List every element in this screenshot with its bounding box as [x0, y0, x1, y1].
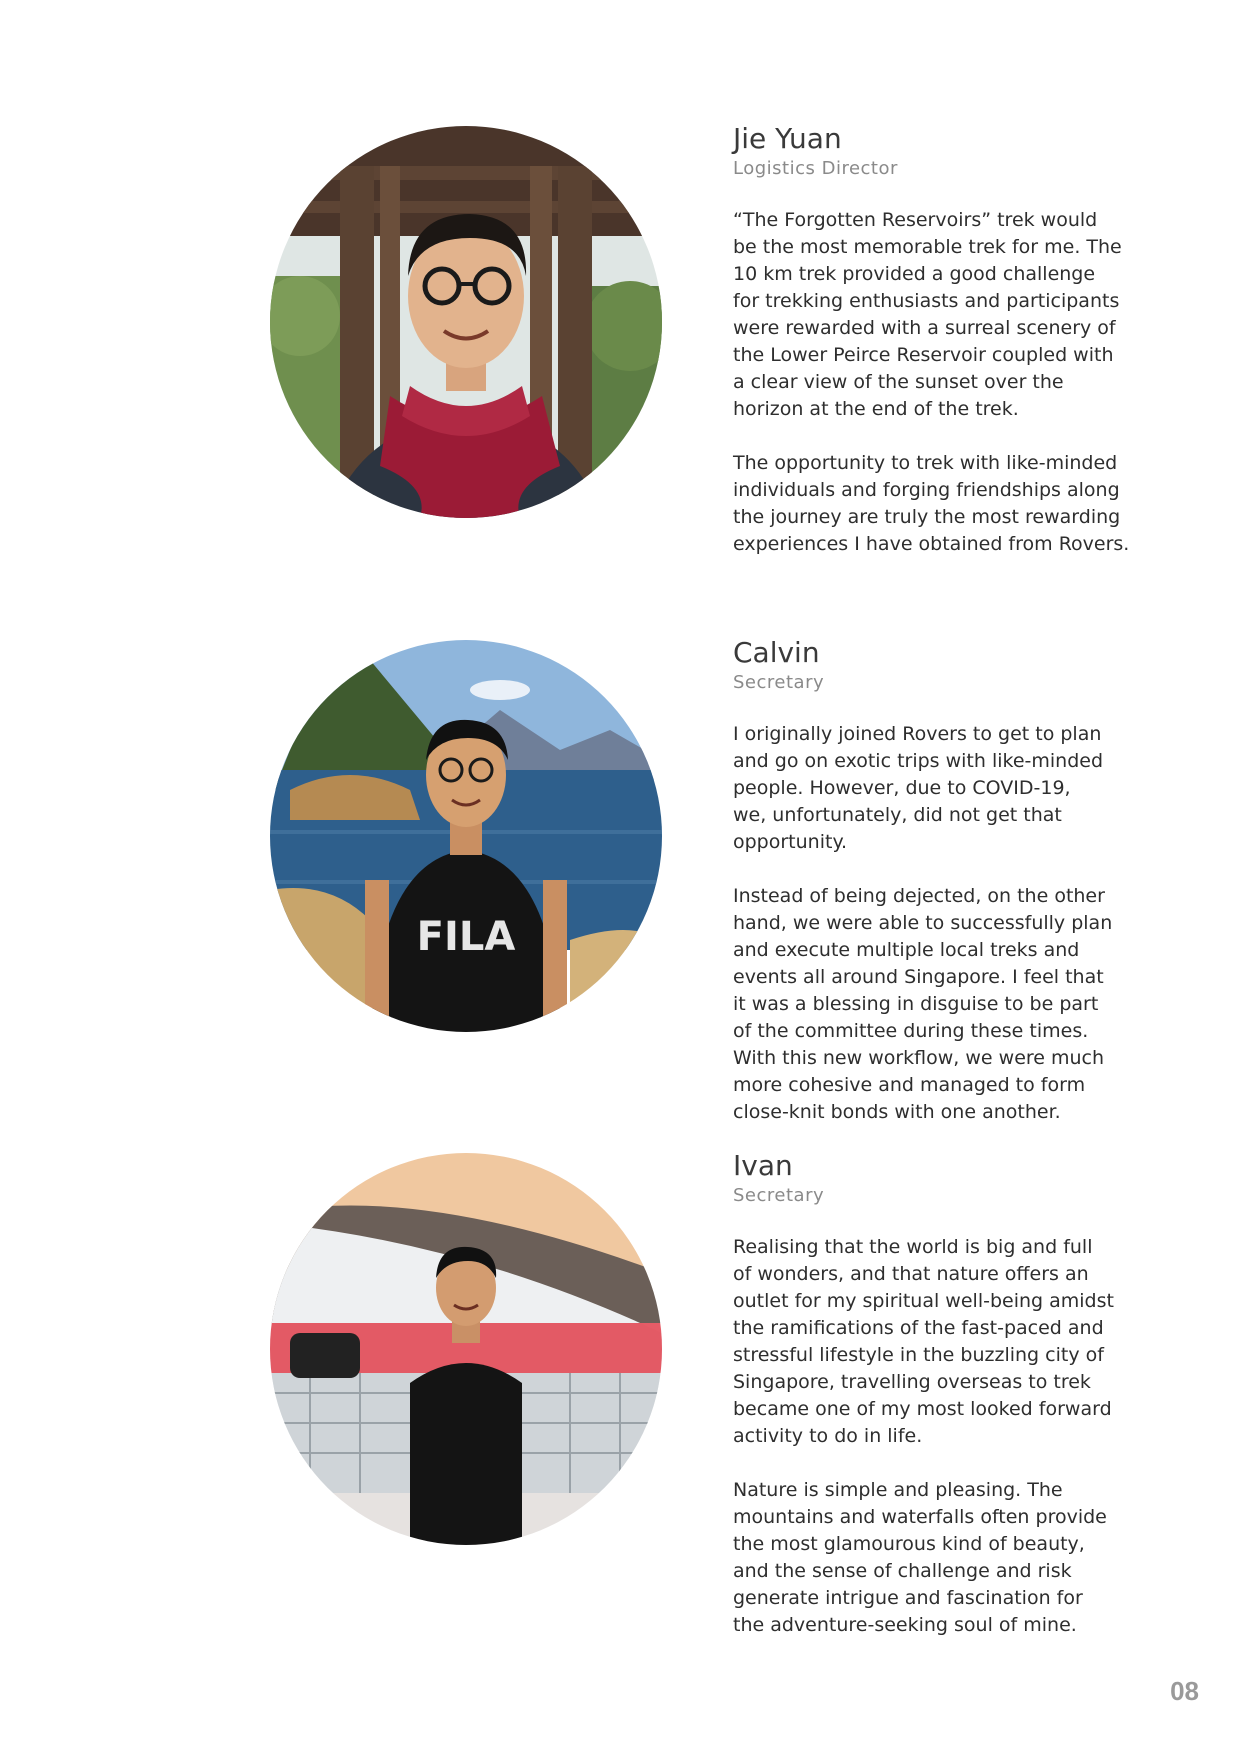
member-paragraph: I originally joined Rovers to get to plan and go on exotic trips with like-minded people. However, due to COVID-19, we, unfortunately, did not get that opportunity.: [733, 723, 1104, 853]
member-info: [733, 122, 1153, 558]
portrait-temple-photo: [270, 126, 662, 518]
member-role: Secretary: [733, 1185, 825, 1206]
member-paragraph: Instead of being dejected, on the other hand, we were able to successfully plan and execute multiple local treks and events all around Singapore. I feel that it was a blessing in disguise to be part of the committee during these times. With this new workflow, we were much more cohesive and managed to form close-knit bonds with one another.: [733, 885, 1113, 1123]
member-name: Calvin: [733, 636, 820, 669]
portrait-seaside-photo: [270, 640, 662, 1032]
member-paragraph: “The Forgotten Reservoirs” trek would be the most memorable trek for me. The 10 km trek provided a good challenge for trekking enthusiasts and participants were rewarded with a surreal scenery of the Lower Peirce Reservoir coupled with a clear view of the sunset over the horizon at the end of the trek.: [733, 209, 1122, 420]
page-number: 08: [1170, 1676, 1199, 1706]
member-role: Secretary: [733, 672, 825, 693]
member-name: Ivan: [733, 1149, 793, 1182]
member-role: Logistics Director: [733, 158, 898, 179]
member-paragraph: The opportunity to trek with like-minded individuals and forging friendships along the journey are truly the most rewarding experiences I have obtained from Rovers.: [733, 452, 1130, 555]
portrait-ski-slope-photo: [270, 1153, 662, 1545]
member-paragraph: Realising that the world is big and full of wonders, and that nature offers an outlet for my spiritual well-being amidst the ramifications of the fast-paced and stressful lifestyle in the buzzling city of Singapore, travelling overseas to trek became one of my most looked forward activity to do in life.: [733, 1236, 1114, 1447]
member-info: [733, 1149, 1153, 1639]
member-info: [733, 636, 1153, 1126]
member-name: Jie Yuan: [733, 122, 842, 155]
shirt-logo-text: FILA: [416, 914, 516, 960]
member-paragraph: Nature is simple and pleasing. The mountains and waterfalls often provide the most glamourous kind of beauty, and the sense of challenge and risk generate intrigue and fascination for the adventure-seeking soul of mine.: [733, 1479, 1107, 1636]
